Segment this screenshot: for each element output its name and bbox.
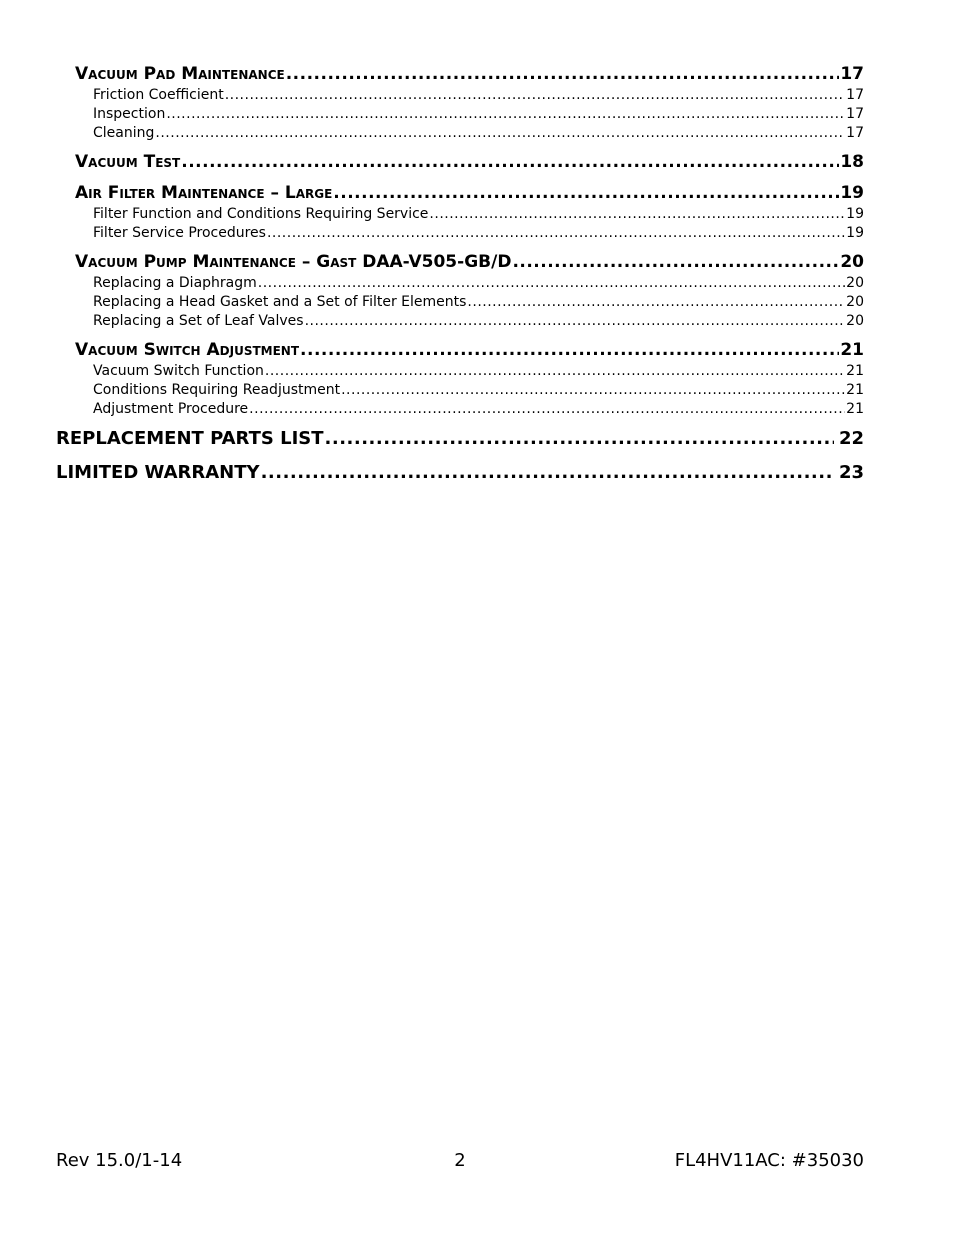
dot-leader (467, 294, 845, 310)
toc-entry-title: Vacuum Pad Maintenance (75, 64, 285, 84)
toc-entry-limited-warranty[interactable] (56, 462, 864, 488)
toc-entry-title: Vacuum Switch Function (93, 363, 264, 379)
footer-page-number: 2 (454, 1150, 466, 1171)
dot-leader (286, 64, 840, 84)
toc-entry-vacuum-switch-function[interactable] (93, 363, 864, 382)
toc-entry-replacing-diaphragm[interactable] (93, 275, 864, 294)
toc-entry-replacing-head-gasket[interactable] (93, 294, 864, 313)
toc-entry-page: 19 (846, 206, 864, 222)
dot-leader (267, 225, 845, 241)
toc-entry-title: Conditions Requiring Readjustment (93, 382, 341, 398)
dot-leader (333, 183, 839, 203)
toc-entry-page: 19 (846, 225, 864, 241)
dot-leader (261, 462, 834, 483)
toc-entry-title: Replacing a Head Gasket and a Set of Filter Elements (93, 294, 467, 310)
toc-entry-title: Adjustment Procedure (93, 401, 249, 417)
dot-leader (166, 106, 845, 122)
toc-entry-title: Filter Function and Conditions Requiring Service (93, 206, 429, 222)
toc-entry-page: 21 (846, 401, 864, 417)
toc-entry-title: Replacing a Diaphragm (93, 275, 257, 291)
toc-entry-title: Cleaning (93, 125, 155, 141)
toc-entry-title: Air Filter Maintenance – Large (75, 183, 333, 203)
toc-entry-page: 21 (846, 363, 864, 379)
toc-entry-adjustment-procedure[interactable] (93, 401, 864, 420)
toc-entry-vacuum-pad-maintenance[interactable] (75, 64, 864, 87)
toc-entry-page: 21 (846, 382, 864, 398)
toc-entry-page: 20 (846, 294, 864, 310)
toc-entry-page: 21 (840, 340, 864, 360)
dot-leader (429, 206, 845, 222)
toc-entry-title: Vacuum Test (75, 152, 181, 172)
toc-entry-title: Filter Service Procedures (93, 225, 266, 241)
dot-leader (265, 363, 845, 379)
toc-entry-vacuum-pump-maintenance[interactable] (75, 252, 864, 275)
toc-entry-page: 19 (840, 183, 864, 203)
toc-entry-air-filter-maintenance[interactable] (75, 183, 864, 206)
table-of-contents (56, 64, 864, 488)
toc-entry-page: 17 (846, 106, 864, 122)
page-footer (56, 1150, 864, 1174)
toc-entry-page: 20 (846, 313, 864, 329)
toc-entry-replacing-leaf-valves[interactable] (93, 313, 864, 332)
dot-leader (181, 152, 839, 172)
dot-leader (258, 275, 845, 291)
toc-entry-page: 18 (840, 152, 864, 172)
dot-leader (341, 382, 845, 398)
dot-leader (155, 125, 845, 141)
toc-entry-inspection[interactable] (93, 106, 864, 125)
dot-leader (225, 87, 845, 103)
toc-entry-title: Vacuum Switch Adjustment (75, 340, 300, 360)
dot-leader (512, 252, 839, 272)
toc-entry-conditions-readjustment[interactable] (93, 382, 864, 401)
toc-entry-vacuum-switch-adjustment[interactable] (75, 340, 864, 363)
toc-entry-replacement-parts-list[interactable] (56, 428, 864, 454)
footer-document-id: FL4HV11AC: #35030 (674, 1150, 864, 1171)
toc-entry-page: 17 (846, 87, 864, 103)
toc-entry-cleaning[interactable] (93, 125, 864, 144)
toc-entry-title: REPLACEMENT PARTS LIST (56, 428, 324, 449)
footer-revision: Rev 15.0/1-14 (56, 1150, 183, 1171)
toc-entry-vacuum-test[interactable] (75, 152, 864, 175)
toc-entry-page: 17 (840, 64, 864, 84)
toc-entry-title: Inspection (93, 106, 166, 122)
toc-entry-page: 17 (846, 125, 864, 141)
toc-entry-friction-coefficient[interactable] (93, 87, 864, 106)
toc-entry-title: LIMITED WARRANTY (56, 462, 260, 483)
dot-leader (300, 340, 839, 360)
toc-entry-title: Friction Coefficient (93, 87, 224, 103)
toc-entry-title: Replacing a Set of Leaf Valves (93, 313, 304, 329)
toc-entry-filter-function[interactable] (93, 206, 864, 225)
toc-entry-page: 20 (840, 252, 864, 272)
toc-entry-title: Vacuum Pump Maintenance – Gast DAA-V505-GB/D (75, 252, 512, 272)
toc-entry-page: 22 (838, 428, 864, 449)
toc-entry-page: 23 (838, 462, 864, 483)
toc-entry-filter-service-procedures[interactable] (93, 225, 864, 244)
dot-leader (305, 313, 846, 329)
dot-leader (249, 401, 845, 417)
toc-entry-page: 20 (846, 275, 864, 291)
dot-leader (325, 428, 834, 449)
